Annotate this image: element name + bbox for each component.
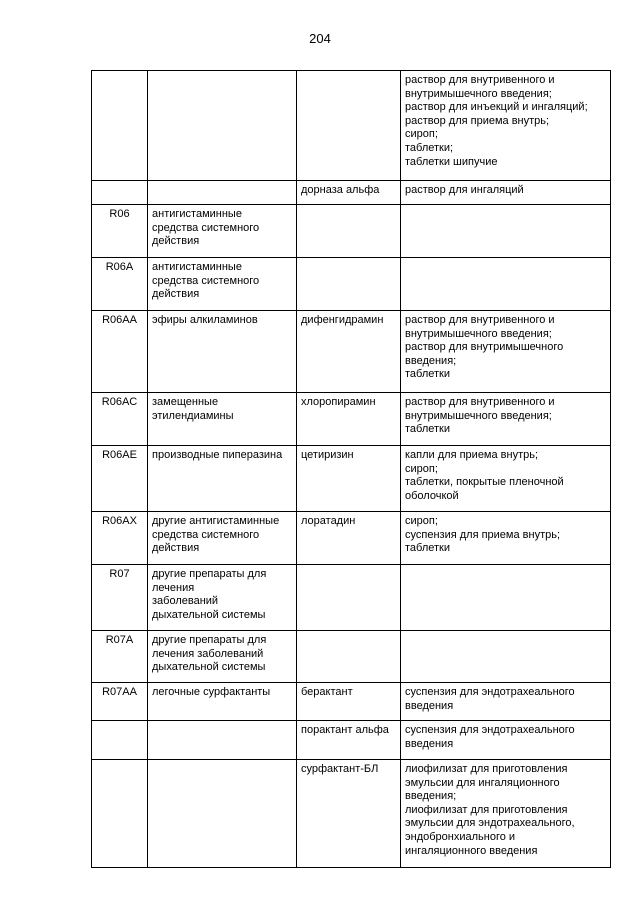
atc-code-cell	[92, 181, 148, 205]
group-name-line: действия	[152, 288, 200, 301]
atc-code: R07	[109, 568, 130, 580]
group-name-cell	[148, 71, 297, 181]
group-name-line: дыхательной системы	[152, 661, 266, 674]
dosage-form-cell	[401, 71, 611, 181]
drug-table-body	[92, 71, 611, 868]
group-name-line: антигистаминные	[152, 261, 242, 273]
atc-code-cell	[92, 512, 148, 565]
dosage-form-cell	[401, 631, 611, 683]
dosage-form-line: внутримышечного введения;	[405, 327, 552, 340]
atc-code-cell	[92, 721, 148, 760]
dosage-form-line: эндобронхиального и	[405, 830, 516, 843]
group-name-cell	[148, 565, 297, 631]
dosage-form-line: лиофилизат для приготовления	[405, 803, 568, 816]
drug-name-line: цетиризин	[301, 449, 354, 461]
drug-name-cell	[297, 258, 401, 311]
table-row	[92, 683, 611, 721]
dosage-form-line: раствор для инъекций и ингаляций;	[405, 101, 588, 114]
group-name-line: дыхательной системы	[152, 608, 266, 621]
drug-name-cell	[297, 311, 401, 393]
dosage-form-line: таблетки, покрытые пленочной	[405, 476, 564, 489]
drug-name-cell	[297, 205, 401, 258]
group-name-cell	[148, 446, 297, 512]
drug-table	[91, 70, 611, 868]
group-name-cell	[148, 683, 297, 721]
group-name-line: производные пиперазина	[152, 449, 283, 461]
table-row	[92, 446, 611, 512]
dosage-form-line: таблетки	[405, 368, 451, 381]
table-row	[92, 181, 611, 205]
dosage-form-cell	[401, 565, 611, 631]
group-name-line: легочные сурфактанты	[152, 686, 271, 698]
group-name-line: другие препараты для	[152, 634, 267, 646]
group-name-line: действия	[152, 235, 200, 248]
dosage-form-line: введения;	[405, 790, 457, 803]
drug-name-line: лоратадин	[301, 515, 356, 527]
group-name-cell	[148, 181, 297, 205]
drug-name-cell	[297, 721, 401, 760]
dosage-form-line: введения	[405, 737, 454, 750]
drug-name-cell	[297, 71, 401, 181]
atc-code: R06	[109, 208, 130, 220]
table-row	[92, 631, 611, 683]
dosage-form-line: введения;	[405, 354, 457, 367]
dosage-form-line: введения	[405, 699, 454, 712]
group-name-line: этилендиамины	[152, 409, 234, 422]
dosage-form-cell	[401, 512, 611, 565]
dosage-form-line: раствор для внутривенного и	[405, 74, 555, 86]
dosage-form-line: капли для приема внутрь;	[405, 449, 539, 461]
group-name-line: средства системного	[152, 528, 260, 541]
atc-code: R06AC	[101, 396, 138, 408]
page-number: 204	[309, 31, 331, 46]
group-name-line: заболеваний	[152, 595, 219, 608]
drug-name-cell	[297, 631, 401, 683]
table-row	[92, 760, 611, 868]
drug-name-cell	[297, 760, 401, 868]
dosage-form-line: раствор для внутривенного и	[405, 314, 555, 326]
dosage-form-line: раствор для приема внутрь;	[405, 114, 550, 127]
dosage-form-line: таблетки шипучие	[405, 155, 498, 168]
group-name-cell	[148, 311, 297, 393]
group-name-line: другие препараты для	[152, 568, 267, 580]
dosage-form-cell	[401, 721, 611, 760]
table-row	[92, 393, 611, 446]
atc-code: R06AX	[102, 515, 137, 527]
atc-code-cell	[92, 393, 148, 446]
drug-name-cell	[297, 683, 401, 721]
atc-code-cell	[92, 760, 148, 868]
group-name-line: средства системного	[152, 274, 260, 287]
dosage-form-cell	[401, 683, 611, 721]
drug-name-line: порактант альфа	[301, 724, 389, 736]
group-name-cell	[148, 512, 297, 565]
table-row	[92, 721, 611, 760]
group-name-line: эфиры алкиламинов	[152, 314, 258, 326]
atc-code-cell	[92, 683, 148, 721]
dosage-form-line: эмульсии для ингаляционного	[405, 776, 560, 789]
atc-code: R07AA	[102, 686, 137, 698]
group-name-line: лечения	[152, 581, 195, 594]
dosage-form-line: таблетки	[405, 542, 451, 555]
atc-code-cell	[92, 258, 148, 311]
group-name-line: лечения заболеваний	[152, 647, 264, 660]
dosage-form-line: ингаляционного введения	[405, 844, 538, 857]
atc-code: R06AA	[102, 314, 137, 326]
dosage-form-cell	[401, 311, 611, 393]
dosage-form-cell	[401, 205, 611, 258]
group-name-cell	[148, 721, 297, 760]
dosage-form-line: внутримышечного введения;	[405, 87, 552, 100]
table-row	[92, 205, 611, 258]
dosage-form-line: оболочкой	[405, 489, 459, 502]
atc-code-cell	[92, 446, 148, 512]
atc-code: R07A	[105, 634, 134, 646]
dosage-form-line: сироп;	[405, 462, 438, 475]
group-name-line: действия	[152, 542, 200, 555]
dosage-form-line: суспензия для эндотрахеального	[405, 686, 575, 698]
dosage-form-cell	[401, 258, 611, 311]
dosage-form-line: суспензия для эндотрахеального	[405, 724, 575, 736]
dosage-form-line: сироп;	[405, 128, 438, 141]
drug-name-line: хлоропирамин	[301, 396, 376, 408]
group-name-line: средства системного	[152, 221, 260, 234]
group-name-cell	[148, 205, 297, 258]
atc-code-cell	[92, 565, 148, 631]
drug-name-line: дорназа альфа	[301, 184, 380, 196]
table-row	[92, 311, 611, 393]
drug-name-cell	[297, 393, 401, 446]
dosage-form-cell	[401, 446, 611, 512]
group-name-cell	[148, 631, 297, 683]
dosage-form-line: раствор для ингаляций	[405, 184, 524, 196]
dosage-form-line: эмульсии для эндотрахеального,	[405, 817, 575, 830]
table-row	[92, 512, 611, 565]
atc-code: R06AE	[102, 449, 137, 461]
group-name-line: антигистаминные	[152, 208, 242, 220]
atc-code-cell	[92, 631, 148, 683]
drug-name-cell	[297, 565, 401, 631]
group-name-cell	[148, 760, 297, 868]
dosage-form-line: таблетки	[405, 423, 451, 436]
table-row	[92, 565, 611, 631]
dosage-form-line: внутримышечного введения;	[405, 409, 552, 422]
drug-name-cell	[297, 446, 401, 512]
group-name-cell	[148, 258, 297, 311]
table-row	[92, 258, 611, 311]
atc-code-cell	[92, 205, 148, 258]
table-row	[92, 71, 611, 181]
dosage-form-line: лиофилизат для приготовления	[405, 763, 568, 775]
dosage-form-line: таблетки;	[405, 141, 454, 154]
dosage-form-line: раствор для внутривенного и	[405, 396, 555, 408]
dosage-form-cell	[401, 393, 611, 446]
atc-code: R06A	[105, 261, 134, 273]
atc-code-cell	[92, 71, 148, 181]
drug-name-line: дифенгидрамин	[301, 314, 384, 326]
atc-code-cell	[92, 311, 148, 393]
dosage-form-line: сироп;	[405, 515, 438, 527]
group-name-line: другие антигистаминные	[152, 515, 280, 527]
dosage-form-cell	[401, 181, 611, 205]
drug-name-cell	[297, 512, 401, 565]
drug-name-cell	[297, 181, 401, 205]
dosage-form-line: суспензия для приема внутрь;	[405, 528, 561, 541]
group-name-line: замещенные	[152, 396, 219, 408]
drug-name-line: сурфактант-БЛ	[301, 763, 379, 775]
drug-name-line: берактант	[301, 686, 353, 698]
dosage-form-line: раствор для внутримышечного	[405, 341, 564, 354]
group-name-cell	[148, 393, 297, 446]
dosage-form-cell	[401, 760, 611, 868]
